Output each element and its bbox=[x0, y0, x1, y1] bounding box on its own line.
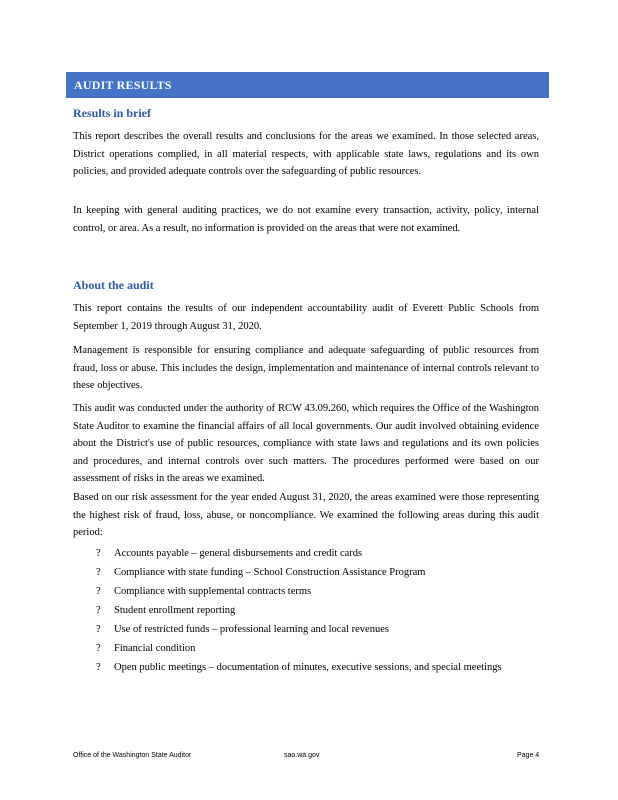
footer-website-link[interactable]: sao.wa.gov bbox=[284, 752, 320, 759]
section-title-banner: AUDIT RESULTS bbox=[66, 72, 549, 98]
list-item-text: Compliance with supplemental contracts terms bbox=[114, 586, 312, 597]
bullet-marker: ? bbox=[96, 586, 101, 597]
list-item bbox=[96, 641, 536, 656]
bullet-marker: ? bbox=[96, 567, 101, 578]
about-heading: About the audit bbox=[73, 278, 154, 292]
list-item-text: Compliance with state funding – School Construction Assistance Program bbox=[114, 567, 426, 578]
results-paragraph-1: This report describes the overall results and conclusions for the areas we examined. In those selected areas, District operations complied, in all material respects, with applicable state laws, regulations and its own policies, and provided adequate controls over the safeguarding of public resources. bbox=[73, 131, 539, 177]
results-heading: Results in brief bbox=[73, 106, 151, 120]
list-item bbox=[96, 622, 536, 637]
list-item-text: Open public meetings – documentation of minutes, executive sessions, and special meetings bbox=[114, 662, 502, 673]
list-item bbox=[96, 546, 536, 561]
list-item-text: Use of restricted funds – professional learning and local revenues bbox=[114, 624, 389, 635]
results-paragraph-2: In keeping with general auditing practices, we do not examine every transaction, activity, policy, internal control, or area. As a result, no information is provided on the areas that were not examined. bbox=[73, 205, 539, 234]
about-paragraph-2: Management is responsible for ensuring compliance and adequate safeguarding of public resources from fraud, loss or abuse. This includes the design, implementation and maintenance of internal controls relevant to these objectives. bbox=[73, 345, 539, 391]
list-item-text: Accounts payable – general disbursements and credit cards bbox=[114, 548, 363, 559]
audit-areas-list bbox=[96, 546, 536, 679]
list-item-text: Financial condition bbox=[114, 643, 196, 654]
about-paragraph-3: This audit was conducted under the authority of RCW 43.09.260, which requires the Office of the Washington State Auditor to examine the financial affairs of all local governments. Our audit involved obtaining evidence about the District's use of public resources, compliance with state laws and regulations and its own policies and procedures, and internal controls over such matters. The procedures performed were based on our assessment of risks in the areas we examined. bbox=[73, 403, 539, 484]
about-paragraph-1: This report contains the results of our independent accountability audit of Everett Public Schools from September 1, 2019 through August 31, 2020. bbox=[73, 303, 539, 332]
bullet-marker: ? bbox=[96, 548, 101, 559]
list-item bbox=[96, 565, 536, 580]
footer-office: Office of the Washington State Auditor bbox=[73, 752, 192, 759]
list-item bbox=[96, 603, 536, 618]
list-item bbox=[96, 660, 536, 675]
about-paragraph-4: Based on our risk assessment for the year ended August 31, 2020, the areas examined were those representing the highest risk of fraud, loss, abuse, or noncompliance. We examined the following areas during this audit period: bbox=[73, 492, 539, 538]
list-item-text: Student enrollment reporting bbox=[114, 605, 236, 616]
bullet-marker: ? bbox=[96, 605, 101, 616]
footer-page-number: Page 4 bbox=[517, 752, 540, 759]
bullet-marker: ? bbox=[96, 643, 101, 654]
bullet-marker: ? bbox=[96, 624, 101, 635]
list-item bbox=[96, 584, 536, 599]
bullet-marker: ? bbox=[96, 662, 101, 673]
